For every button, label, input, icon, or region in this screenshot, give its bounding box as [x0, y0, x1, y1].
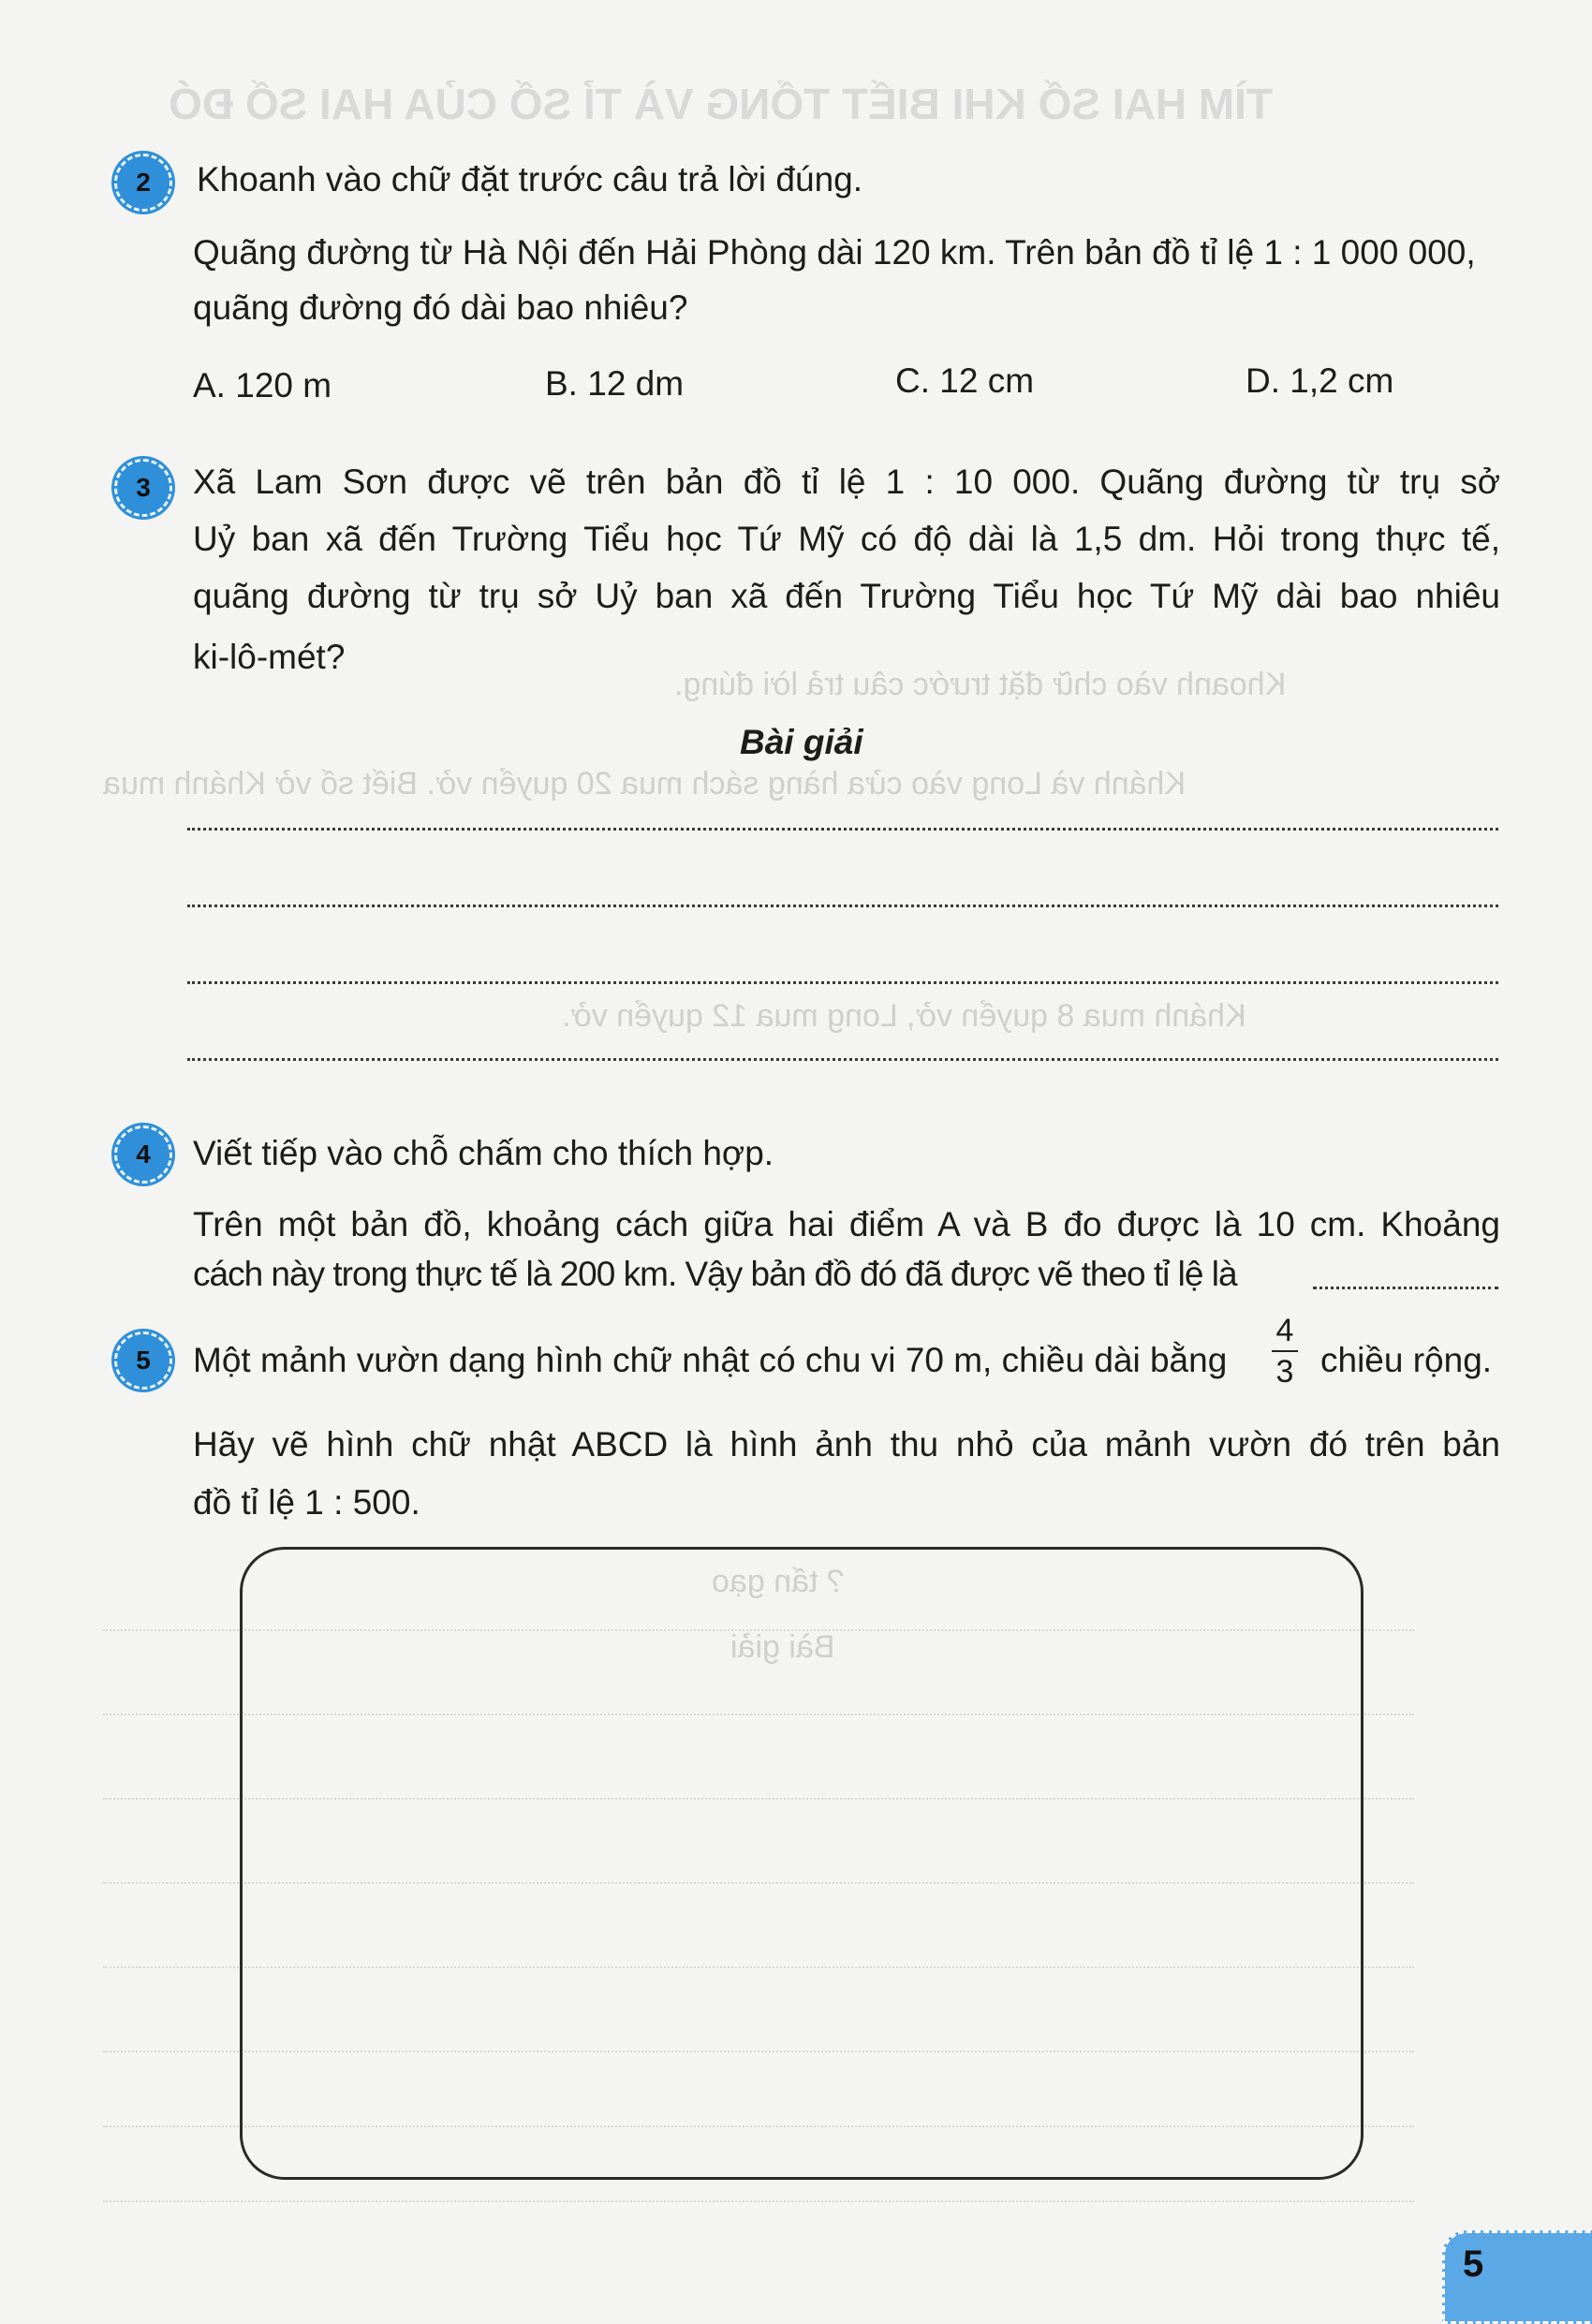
- answer-option-b[interactable]: [545, 357, 684, 411]
- option-letter: C.: [895, 361, 930, 400]
- question-3-line-1: Xã Lam Sơn được vẽ trên bản đồ tỉ lệ 1 : 10 000. Quãng đường từ trụ sở: [193, 463, 1500, 501]
- option-text: 12 dm: [587, 364, 685, 403]
- answer-option-d[interactable]: [1246, 354, 1393, 408]
- answer-line[interactable]: [187, 905, 1498, 907]
- fraction-bar: [1272, 1350, 1298, 1352]
- question-number-badge: 5: [114, 1331, 172, 1390]
- option-text: 1,2 cm: [1290, 361, 1394, 400]
- question-4-line-1: Trên một bản đồ, khoảng cách giữa hai điểm A và B đo được là 10 cm. Khoảng: [193, 1205, 1500, 1243]
- option-letter: D.: [1246, 361, 1280, 400]
- question-number-badge: 2: [114, 154, 172, 212]
- question-2-line-2: quãng đường đó dài bao nhiêu?: [193, 288, 688, 327]
- fraction-denominator: 3: [1275, 1354, 1294, 1390]
- option-text: 12 cm: [939, 361, 1035, 400]
- answer-line[interactable]: [187, 981, 1498, 984]
- fill-in-blank[interactable]: [1313, 1287, 1498, 1289]
- question-5-line-1-start: Một mảnh vườn dạng hình chữ nhật có chu vi 70 m, chiều dài bằng: [193, 1341, 1228, 1379]
- option-letter: B.: [545, 364, 578, 403]
- answer-line[interactable]: [187, 828, 1498, 831]
- faint-rule: [103, 2200, 1414, 2202]
- bleed-line: Khánh và Long vào cửa hàng sách mua 20 quyển vở. Biết số vở Khánh mua: [103, 766, 1187, 802]
- question-number-badge: 4: [114, 1125, 172, 1184]
- fraction-four-thirds: [1266, 1313, 1304, 1390]
- question-5-line-2: Hãy vẽ hình chữ nhật ABCD là hình ảnh thu nhỏ của mảnh vườn đó trên bản: [193, 1425, 1500, 1464]
- answer-option-c[interactable]: [895, 354, 1034, 408]
- option-text: 120 m: [235, 366, 332, 404]
- option-letter: A.: [193, 366, 226, 404]
- bleed-line: ? tấn gạo: [712, 1564, 845, 1599]
- fraction-numerator: 4: [1275, 1313, 1294, 1348]
- question-3-line-3: quãng đường từ trụ sở Uỷ ban xã đến Trường Tiểu học Tứ Mỹ dài bao nhiêu: [193, 577, 1500, 615]
- question-5-line-1-end: chiều rộng.: [1320, 1341, 1493, 1379]
- question-number-badge: 3: [114, 459, 172, 517]
- answer-line[interactable]: [187, 1058, 1498, 1061]
- solution-heading: Bài giải: [740, 723, 863, 761]
- bleed-heading: TÌM HAI SỐ KHI BIẾT TỔNG VÀ TỈ SỐ CỦA HAI SỐ ĐÓ: [169, 80, 1273, 128]
- bleed-line: Khoanh vào chữ đặt trước câu trả lời đúng.: [674, 667, 1287, 702]
- question-2-prompt: Khoanh vào chữ đặt trước câu trả lời đúng.: [197, 160, 863, 199]
- question-3-line-4: ki-lô-mét?: [193, 638, 346, 676]
- page-number: 5: [1463, 2243, 1484, 2285]
- question-4-line-2: cách này trong thực tế là 200 km. Vậy bản đồ đó đã được vẽ theo tỉ lệ là: [193, 1255, 1237, 1293]
- question-2-line-1: Quãng đường từ Hà Nội đến Hải Phòng dài 120 km. Trên bản đồ tỉ lệ 1 : 1 000 000,: [193, 233, 1476, 272]
- question-5-line-3: đồ tỉ lệ 1 : 500.: [193, 1483, 420, 1522]
- question-3-line-2: Uỷ ban xã đến Trường Tiểu học Tứ Mỹ có độ dài là 1,5 dm. Hỏi trong thực tế,: [193, 520, 1500, 558]
- bleed-line: Bài giải: [730, 1629, 835, 1665]
- question-4-prompt: Viết tiếp vào chỗ chấm cho thích hợp.: [193, 1134, 774, 1172]
- drawing-area[interactable]: [240, 1547, 1364, 2180]
- answer-option-a[interactable]: [193, 359, 332, 413]
- bleed-line: Khánh mua 8 quyển vở, Long mua 12 quyển vở.: [562, 998, 1246, 1034]
